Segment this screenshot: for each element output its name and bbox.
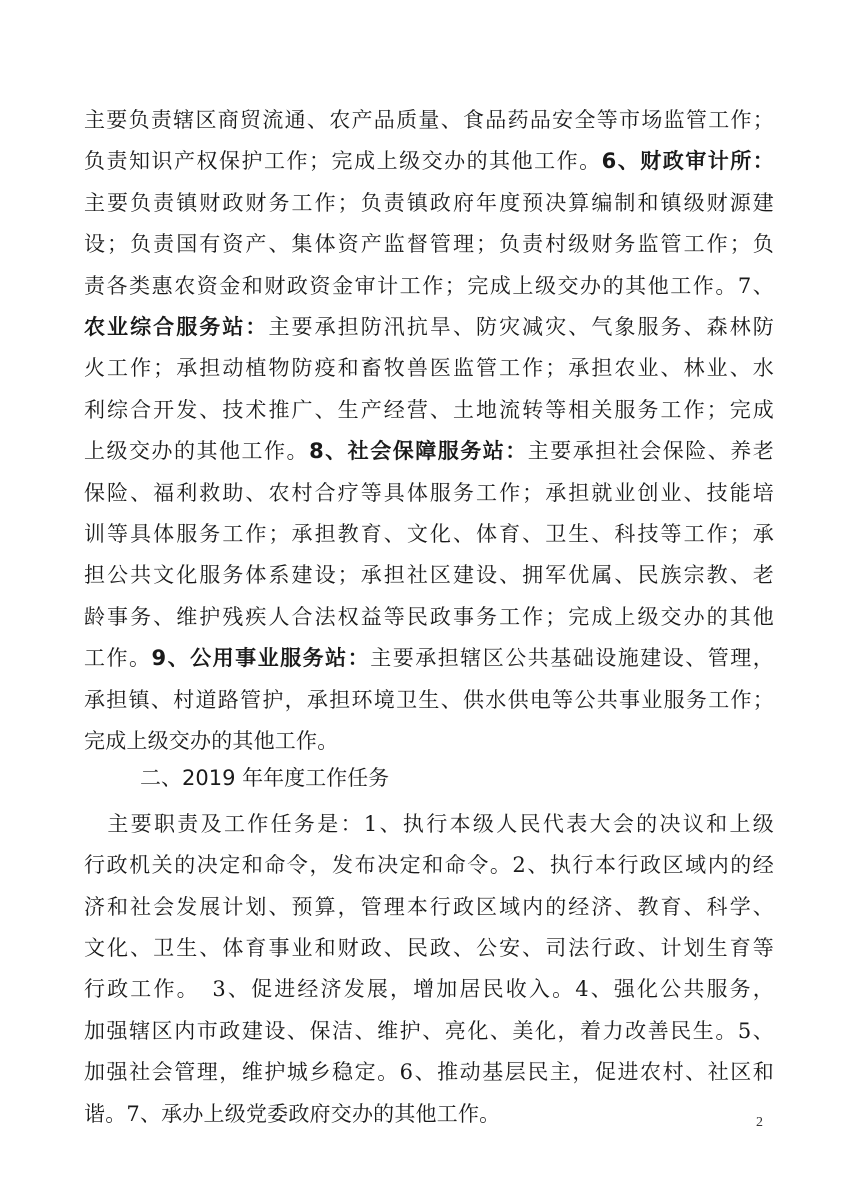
body-line: [84, 597, 774, 638]
body-text: 担公共文化服务体系建设；承担社区建设、拥军优属、民族宗教、老: [84, 563, 774, 588]
body-text: 承担镇、村道路管护，承担环境卫生、供水供电等公共事业服务工作；: [84, 687, 774, 712]
body-line: [84, 514, 774, 555]
body-line: [84, 307, 774, 348]
body-text: 行政工作。 3、促进经济发展，增加居民收入。4、强化公共服务，: [84, 977, 774, 1002]
body-line: [84, 887, 774, 928]
body-text: 主要职责及工作任务是：1、执行本级人民代表大会的决议和上级: [84, 811, 774, 836]
body-text: 行政机关的决定和命令，发布决定和命令。2、执行本行政区域内的经: [84, 853, 774, 878]
body-text: 主要承担社会保险、养老: [527, 439, 774, 464]
body-line: [84, 845, 774, 886]
body-line: [84, 969, 774, 1010]
body-line: [84, 266, 774, 307]
body-text: 加强辖区内市政建设、保洁、维护、亮化、美化，着力改善民生。5、: [84, 1018, 774, 1043]
body-line: [84, 390, 774, 431]
body-line: [84, 1011, 774, 1052]
body-line: [84, 721, 774, 762]
body-line: [84, 555, 774, 596]
body-text: 加强社会管理，维护城乡稳定。6、推动基层民主，促进农村、社区和: [84, 1060, 774, 1085]
body-text: 龄事务、维护残疾人合法权益等民政事务工作；完成上级交办的其他: [84, 604, 774, 629]
body-text: 训等具体服务工作；承担教育、文化、体育、卫生、科技等工作；承: [84, 522, 774, 546]
body-line: [84, 638, 774, 679]
body-text: 主要负责镇财政财务工作；负责镇政府年度预决算编制和镇级财源建: [84, 190, 774, 215]
body-line: [84, 928, 774, 969]
body-text: 责各类惠农资金和财政资金审计工作；完成上级交办的其他工作。7、: [84, 273, 774, 298]
section-heading: 二、2019 年年度工作任务: [140, 766, 390, 791]
body-text: 主要承担辖区公共基础设施建设、管理，: [370, 646, 774, 671]
body-text: 主要负责辖区商贸流通、农产品质量、食品药品安全等市场监管工作；: [84, 108, 774, 132]
unit-title-agriculture: 农业综合服务站：: [84, 315, 269, 339]
body-line: [84, 100, 774, 141]
unit-title-finance-audit: 6、财政审计所：: [601, 149, 774, 174]
body-text: 火工作；承担动植物防疫和畜牧兽医监管工作；承担农业、林业、水: [84, 356, 774, 381]
body-line: [84, 348, 774, 389]
body-line: [84, 473, 774, 514]
page-number: 2: [756, 1115, 763, 1130]
body-text: 谐。7、承办上级党委政府交办的其他工作。: [84, 1101, 501, 1126]
body-line: [84, 183, 774, 224]
body-text: 设；负责国有资产、集体资产监督管理；负责村级财务监管工作；负: [84, 232, 774, 257]
body-text: 文化、卫生、体育事业和财政、民政、公安、司法行政、计划生育等: [84, 936, 774, 960]
body-text: 济和社会发展计划、预算，管理本行政区域内的经济、教育、科学、: [84, 894, 774, 919]
body-text: 完成上级交办的其他工作。: [84, 729, 339, 753]
body-line: [84, 804, 774, 845]
body-line: [84, 141, 774, 182]
unit-title-public-utilities: 9、公用事业服务站：: [151, 646, 371, 671]
body-text: 负责知识产权保护工作；完成上级交办的其他工作。: [84, 149, 602, 174]
unit-title-social-security: 8、社会保障服务站：: [309, 439, 528, 464]
body-text: 保险、福利救助、农村合疗等具体服务工作；承担就业创业、技能培: [84, 480, 774, 505]
body-text: 工作。: [84, 646, 152, 671]
body-line: [84, 1052, 774, 1093]
body-line: [84, 680, 774, 721]
body-text: 利综合开发、技术推广、生产经营、土地流转等相关服务工作；完成: [84, 397, 774, 422]
body-text: 主要承担防汛抗旱、防灾减灾、气象服务、森林防: [268, 315, 774, 339]
body-text: 上级交办的其他工作。: [84, 439, 310, 464]
body-line: [84, 224, 774, 265]
body-line: [84, 431, 774, 472]
body-line: [84, 1094, 774, 1135]
